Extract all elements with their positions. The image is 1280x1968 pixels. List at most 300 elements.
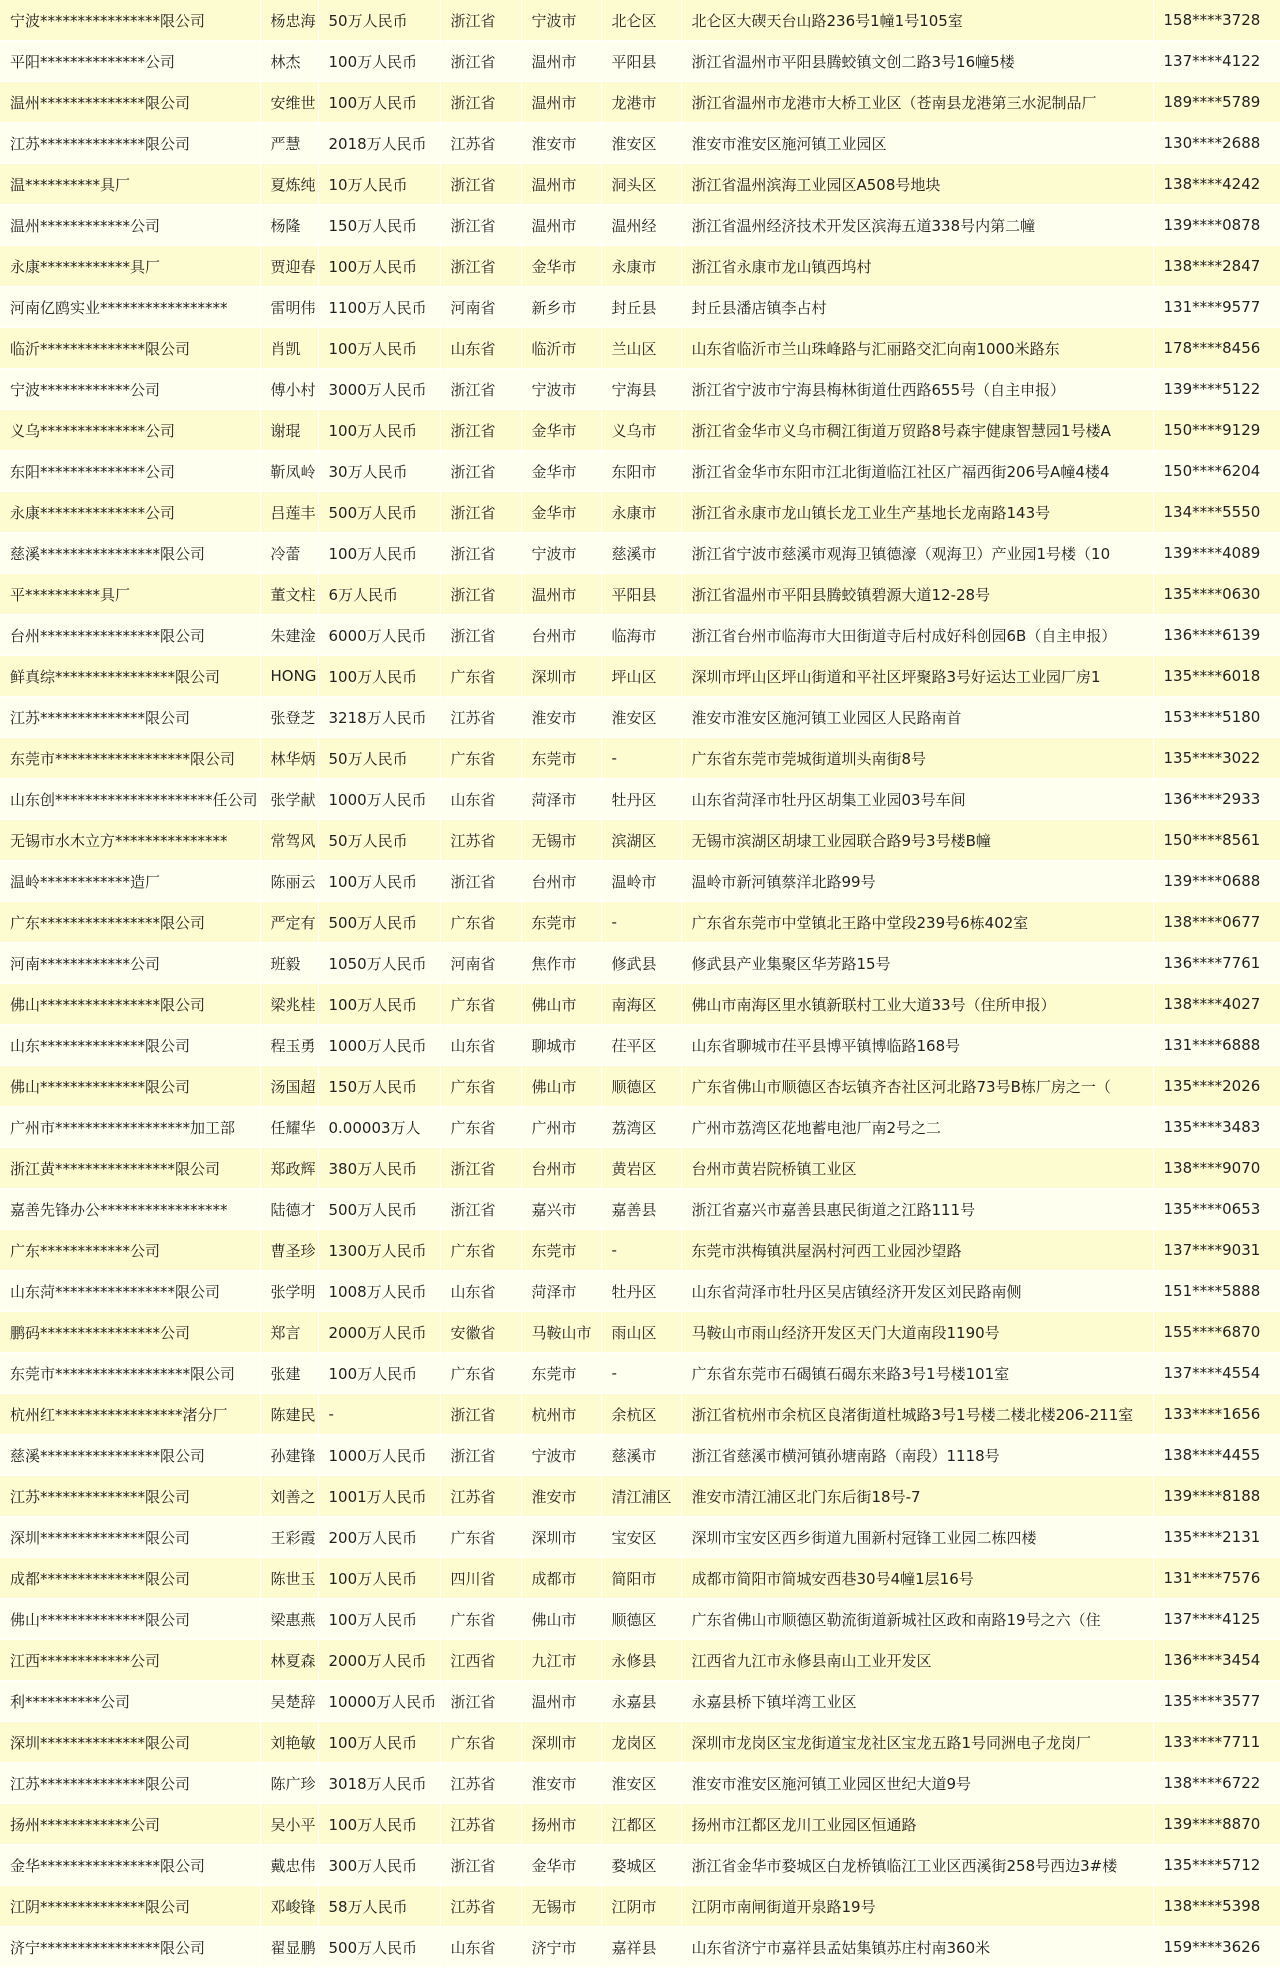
district-cell: 临海市: [601, 615, 681, 656]
registered-capital-cell: 100万人民币: [318, 1722, 440, 1763]
registered-capital-cell: 3018万人民币: [318, 1763, 440, 1804]
address-cell: 广东省佛山市顺德区杏坛镇齐杏社区河北路73号B栋厂房之一（: [681, 1066, 1153, 1107]
district-cell: 余杭区: [601, 1394, 681, 1435]
table-row: [0, 533, 1280, 574]
district-cell: -: [601, 902, 681, 943]
table-row: [0, 328, 1280, 369]
district-cell: 永修县: [601, 1640, 681, 1681]
company-name-cell: 台州****************限公司: [0, 615, 260, 656]
company-name-cell: 东莞市******************限公司: [0, 1353, 260, 1394]
phone-cell: 136****2933: [1153, 779, 1280, 820]
table-row: [0, 1804, 1280, 1845]
legal-rep-cell: 冷蕾: [260, 533, 318, 574]
phone-cell: 155****6870: [1153, 1312, 1280, 1353]
legal-rep-cell: 陈广珍: [260, 1763, 318, 1804]
phone-cell: 135****5712: [1153, 1845, 1280, 1886]
legal-rep-cell: 孙建锋: [260, 1435, 318, 1476]
company-name-cell: 河南************公司: [0, 943, 260, 984]
registered-capital-cell: 50万人民币: [318, 820, 440, 861]
phone-cell: 151****5888: [1153, 1271, 1280, 1312]
province-cell: 浙江省: [440, 1394, 521, 1435]
registered-capital-cell: 100万人民币: [318, 861, 440, 902]
legal-rep-cell: 郑言: [260, 1312, 318, 1353]
province-cell: 山东省: [440, 779, 521, 820]
legal-rep-cell: 肖凯: [260, 328, 318, 369]
registered-capital-cell: 100万人民币: [318, 1804, 440, 1845]
province-cell: 浙江省: [440, 451, 521, 492]
phone-cell: 137****4125: [1153, 1599, 1280, 1640]
city-cell: 温州市: [521, 41, 601, 82]
district-cell: 龙岗区: [601, 1722, 681, 1763]
legal-rep-cell: 刘艳敏: [260, 1722, 318, 1763]
company-name-cell: 深圳**************限公司: [0, 1517, 260, 1558]
district-cell: 义乌市: [601, 410, 681, 451]
legal-rep-cell: 夏炼纯: [260, 164, 318, 205]
city-cell: 淮安市: [521, 697, 601, 738]
province-cell: 四川省: [440, 1558, 521, 1599]
district-cell: 永康市: [601, 492, 681, 533]
province-cell: 山东省: [440, 328, 521, 369]
province-cell: 山东省: [440, 1025, 521, 1066]
district-cell: 嘉善县: [601, 1189, 681, 1230]
city-cell: 台州市: [521, 1148, 601, 1189]
address-cell: 广东省东莞市莞城街道圳头南街8号: [681, 738, 1153, 779]
province-cell: 广东省: [440, 1230, 521, 1271]
registered-capital-cell: 1008万人民币: [318, 1271, 440, 1312]
phone-cell: 138****4242: [1153, 164, 1280, 205]
province-cell: 浙江省: [440, 410, 521, 451]
city-cell: 深圳市: [521, 1722, 601, 1763]
city-cell: 金华市: [521, 246, 601, 287]
district-cell: 平阳县: [601, 574, 681, 615]
table-row: [0, 1271, 1280, 1312]
table-row: [0, 0, 1280, 41]
city-cell: 温州市: [521, 164, 601, 205]
province-cell: 浙江省: [440, 246, 521, 287]
city-cell: 宁波市: [521, 0, 601, 41]
phone-cell: 131****9577: [1153, 287, 1280, 328]
legal-rep-cell: 张登芝: [260, 697, 318, 738]
registered-capital-cell: 6000万人民币: [318, 615, 440, 656]
city-cell: 马鞍山市: [521, 1312, 601, 1353]
legal-rep-cell: 吕莲丰: [260, 492, 318, 533]
district-cell: 雨山区: [601, 1312, 681, 1353]
company-name-cell: 宁波************公司: [0, 369, 260, 410]
address-cell: 封丘县潘店镇李占村: [681, 287, 1153, 328]
city-cell: 温州市: [521, 82, 601, 123]
table-row: [0, 984, 1280, 1025]
city-cell: 深圳市: [521, 656, 601, 697]
city-cell: 焦作市: [521, 943, 601, 984]
legal-rep-cell: 谢琨: [260, 410, 318, 451]
legal-rep-cell: 程玉勇: [260, 1025, 318, 1066]
district-cell: 牡丹区: [601, 1271, 681, 1312]
phone-cell: 137****4122: [1153, 41, 1280, 82]
table-row: [0, 1435, 1280, 1476]
legal-rep-cell: 常驾风: [260, 820, 318, 861]
province-cell: 浙江省: [440, 369, 521, 410]
city-cell: 淮安市: [521, 123, 601, 164]
district-cell: 修武县: [601, 943, 681, 984]
address-cell: 浙江省慈溪市横河镇孙塘南路（南段）1118号: [681, 1435, 1153, 1476]
phone-cell: 136****7761: [1153, 943, 1280, 984]
table-row: [0, 1927, 1280, 1968]
table-row: [0, 697, 1280, 738]
city-cell: 菏泽市: [521, 779, 601, 820]
company-name-cell: 东莞市******************限公司: [0, 738, 260, 779]
table-row: [0, 410, 1280, 451]
legal-rep-cell: 陈世玉: [260, 1558, 318, 1599]
company-name-cell: 深圳**************限公司: [0, 1722, 260, 1763]
city-cell: 新乡市: [521, 287, 601, 328]
province-cell: 河南省: [440, 943, 521, 984]
registered-capital-cell: 1050万人民币: [318, 943, 440, 984]
legal-rep-cell: 严慧: [260, 123, 318, 164]
table-row: [0, 287, 1280, 328]
company-name-cell: 永康**************公司: [0, 492, 260, 533]
address-cell: 修武县产业集聚区华芳路15号: [681, 943, 1153, 984]
phone-cell: 139****0688: [1153, 861, 1280, 902]
city-cell: 金华市: [521, 492, 601, 533]
address-cell: 山东省临沂市兰山珠峰路与汇丽路交汇向南1000米路东: [681, 328, 1153, 369]
province-cell: 浙江省: [440, 1189, 521, 1230]
phone-cell: 135****3483: [1153, 1107, 1280, 1148]
registered-capital-cell: 200万人民币: [318, 1517, 440, 1558]
city-cell: 淮安市: [521, 1763, 601, 1804]
city-cell: 佛山市: [521, 984, 601, 1025]
city-cell: 菏泽市: [521, 1271, 601, 1312]
registered-capital-cell: 500万人民币: [318, 902, 440, 943]
address-cell: 马鞍山市雨山经济开发区天门大道南段1190号: [681, 1312, 1153, 1353]
legal-rep-cell: 张建: [260, 1353, 318, 1394]
company-name-cell: 扬州************公司: [0, 1804, 260, 1845]
district-cell: 婺城区: [601, 1845, 681, 1886]
phone-cell: 135****3022: [1153, 738, 1280, 779]
address-cell: 浙江省温州滨海工业园区A508号地块: [681, 164, 1153, 205]
address-cell: 东莞市洪梅镇洪屋涡村河西工业园沙望路: [681, 1230, 1153, 1271]
registered-capital-cell: 3000万人民币: [318, 369, 440, 410]
table-row: [0, 1681, 1280, 1722]
registered-capital-cell: 10万人民币: [318, 164, 440, 205]
city-cell: 杭州市: [521, 1394, 601, 1435]
address-cell: 深圳市龙岗区宝龙街道宝龙社区宝龙五路1号同洲电子龙岗厂: [681, 1722, 1153, 1763]
legal-rep-cell: 严定有: [260, 902, 318, 943]
phone-cell: 189****5789: [1153, 82, 1280, 123]
address-cell: 浙江省温州经济技术开发区滨海五道338号内第二幢: [681, 205, 1153, 246]
province-cell: 广东省: [440, 984, 521, 1025]
district-cell: 洞头区: [601, 164, 681, 205]
address-cell: 北仑区大碶天台山路236号1幢1号105室: [681, 0, 1153, 41]
table-row: [0, 1312, 1280, 1353]
table-row: [0, 820, 1280, 861]
address-cell: 江阴市南闸街道开泉路19号: [681, 1886, 1153, 1927]
district-cell: 顺德区: [601, 1599, 681, 1640]
district-cell: 坪山区: [601, 656, 681, 697]
company-name-cell: 义乌**************公司: [0, 410, 260, 451]
district-cell: 顺德区: [601, 1066, 681, 1107]
address-cell: 深圳市宝安区西乡街道九围新村冠锋工业园二栋四楼: [681, 1517, 1153, 1558]
table-row: [0, 615, 1280, 656]
province-cell: 江苏省: [440, 1476, 521, 1517]
province-cell: 浙江省: [440, 0, 521, 41]
address-cell: 广东省东莞市石碣镇石碣东来路3号1号楼101室: [681, 1353, 1153, 1394]
district-cell: 江都区: [601, 1804, 681, 1845]
legal-rep-cell: 吴楚辞: [260, 1681, 318, 1722]
district-cell: 温岭市: [601, 861, 681, 902]
legal-rep-cell: 班毅: [260, 943, 318, 984]
phone-cell: 135****2131: [1153, 1517, 1280, 1558]
address-cell: 浙江省杭州市余杭区良渚街道杜城路3号1号楼二楼北楼206-211室: [681, 1394, 1153, 1435]
company-name-cell: 广东****************限公司: [0, 902, 260, 943]
company-name-cell: 广东************公司: [0, 1230, 260, 1271]
company-name-cell: 温州************公司: [0, 205, 260, 246]
company-name-cell: 无锡市水木立方***************: [0, 820, 260, 861]
phone-cell: 135****0630: [1153, 574, 1280, 615]
table-row: [0, 1599, 1280, 1640]
province-cell: 浙江省: [440, 1681, 521, 1722]
province-cell: 浙江省: [440, 574, 521, 615]
company-name-cell: 河南亿鸥实业*****************: [0, 287, 260, 328]
table-row: [0, 943, 1280, 984]
phone-cell: 139****4089: [1153, 533, 1280, 574]
table-row: [0, 861, 1280, 902]
city-cell: 东莞市: [521, 902, 601, 943]
registered-capital-cell: 380万人民币: [318, 1148, 440, 1189]
phone-cell: 138****0677: [1153, 902, 1280, 943]
legal-rep-cell: 陈建民: [260, 1394, 318, 1435]
province-cell: 浙江省: [440, 41, 521, 82]
company-name-cell: 江西************公司: [0, 1640, 260, 1681]
phone-cell: 135****2026: [1153, 1066, 1280, 1107]
district-cell: 慈溪市: [601, 1435, 681, 1476]
district-cell: 永嘉县: [601, 1681, 681, 1722]
address-cell: 浙江省金华市婺城区白龙桥镇临江工业区西溪街258号西边3#楼: [681, 1845, 1153, 1886]
table-row: [0, 1025, 1280, 1066]
legal-rep-cell: 刘善之: [260, 1476, 318, 1517]
registered-capital-cell: 100万人民币: [318, 1353, 440, 1394]
company-name-cell: 平阳**************公司: [0, 41, 260, 82]
registered-capital-cell: 100万人民币: [318, 984, 440, 1025]
address-cell: 江西省九江市永修县南山工业开发区: [681, 1640, 1153, 1681]
district-cell: 淮安区: [601, 123, 681, 164]
registered-capital-cell: 0.00003万人: [318, 1107, 440, 1148]
province-cell: 江苏省: [440, 1886, 521, 1927]
registered-capital-cell: -: [318, 1394, 440, 1435]
table-row: [0, 451, 1280, 492]
district-cell: 封丘县: [601, 287, 681, 328]
table-row: [0, 1845, 1280, 1886]
province-cell: 江苏省: [440, 1763, 521, 1804]
phone-cell: 138****6722: [1153, 1763, 1280, 1804]
legal-rep-cell: 吴小平: [260, 1804, 318, 1845]
registered-capital-cell: 1000万人民币: [318, 779, 440, 820]
province-cell: 河南省: [440, 287, 521, 328]
company-name-cell: 佛山**************限公司: [0, 1599, 260, 1640]
phone-cell: 137****4554: [1153, 1353, 1280, 1394]
table-row: [0, 1394, 1280, 1435]
district-cell: 嘉祥县: [601, 1927, 681, 1968]
district-cell: 永康市: [601, 246, 681, 287]
address-cell: 浙江省宁波市宁海县梅林街道仕西路655号（自主申报）: [681, 369, 1153, 410]
legal-rep-cell: 梁惠燕: [260, 1599, 318, 1640]
company-name-cell: 山东创*********************任公司: [0, 779, 260, 820]
phone-cell: 150****6204: [1153, 451, 1280, 492]
company-name-cell: 慈溪****************限公司: [0, 1435, 260, 1476]
phone-cell: 133****7711: [1153, 1722, 1280, 1763]
district-cell: 滨湖区: [601, 820, 681, 861]
phone-cell: 139****8188: [1153, 1476, 1280, 1517]
province-cell: 浙江省: [440, 82, 521, 123]
city-cell: 台州市: [521, 861, 601, 902]
phone-cell: 133****1656: [1153, 1394, 1280, 1435]
province-cell: 浙江省: [440, 492, 521, 533]
address-cell: 扬州市江都区龙川工业园区恒通路: [681, 1804, 1153, 1845]
province-cell: 山东省: [440, 1271, 521, 1312]
address-cell: 温岭市新河镇蔡洋北路99号: [681, 861, 1153, 902]
table-row: [0, 656, 1280, 697]
city-cell: 台州市: [521, 615, 601, 656]
city-cell: 扬州市: [521, 1804, 601, 1845]
table-row: [0, 1353, 1280, 1394]
city-cell: 东莞市: [521, 1353, 601, 1394]
province-cell: 浙江省: [440, 615, 521, 656]
city-cell: 临沂市: [521, 328, 601, 369]
address-cell: 淮安市淮安区施河镇工业园区世纪大道9号: [681, 1763, 1153, 1804]
city-cell: 金华市: [521, 1845, 601, 1886]
company-name-cell: 温岭************造厂: [0, 861, 260, 902]
phone-cell: 158****3728: [1153, 0, 1280, 41]
district-cell: -: [601, 1230, 681, 1271]
registered-capital-cell: 1300万人民币: [318, 1230, 440, 1271]
company-name-cell: 广州市******************加工部: [0, 1107, 260, 1148]
city-cell: 无锡市: [521, 1886, 601, 1927]
phone-cell: 138****4455: [1153, 1435, 1280, 1476]
legal-rep-cell: 戴忠伟: [260, 1845, 318, 1886]
address-cell: 淮安市清江浦区北门东后街18号-7: [681, 1476, 1153, 1517]
district-cell: 黄岩区: [601, 1148, 681, 1189]
district-cell: 北仑区: [601, 0, 681, 41]
company-name-cell: 温州**************限公司: [0, 82, 260, 123]
city-cell: 佛山市: [521, 1066, 601, 1107]
address-cell: 山东省济宁市嘉祥县孟姑集镇苏庄村南360米: [681, 1927, 1153, 1968]
company-name-cell: 江苏**************限公司: [0, 1476, 260, 1517]
district-cell: 兰山区: [601, 328, 681, 369]
address-cell: 佛山市南海区里水镇新联村工业大道33号（住所申报）: [681, 984, 1153, 1025]
address-cell: 浙江省温州市平阳县腾蛟镇碧源大道12-28号: [681, 574, 1153, 615]
legal-rep-cell: 汤国超: [260, 1066, 318, 1107]
district-cell: 平阳县: [601, 41, 681, 82]
table-row: [0, 1476, 1280, 1517]
legal-rep-cell: 杨隆: [260, 205, 318, 246]
table-row: [0, 1189, 1280, 1230]
address-cell: 山东省菏泽市牡丹区胡集工业园03号车间: [681, 779, 1153, 820]
company-name-cell: 江苏**************限公司: [0, 1763, 260, 1804]
table-row: [0, 1558, 1280, 1599]
address-cell: 广东省佛山市顺德区勒流街道新城社区政和南路19号之六（住: [681, 1599, 1153, 1640]
city-cell: 金华市: [521, 451, 601, 492]
district-cell: 淮安区: [601, 697, 681, 738]
address-cell: 山东省聊城市茌平县博平镇博临路168号: [681, 1025, 1153, 1066]
registered-capital-cell: 3218万人民币: [318, 697, 440, 738]
district-cell: -: [601, 1353, 681, 1394]
legal-rep-cell: 安维世: [260, 82, 318, 123]
city-cell: 济宁市: [521, 1927, 601, 1968]
table-row: [0, 1763, 1280, 1804]
registered-capital-cell: 100万人民币: [318, 410, 440, 451]
phone-cell: 135****3577: [1153, 1681, 1280, 1722]
table-row: [0, 1517, 1280, 1558]
city-cell: 广州市: [521, 1107, 601, 1148]
registered-capital-cell: 50万人民币: [318, 0, 440, 41]
company-name-cell: 江苏**************限公司: [0, 123, 260, 164]
registered-capital-cell: 1000万人民币: [318, 1025, 440, 1066]
province-cell: 广东省: [440, 902, 521, 943]
city-cell: 无锡市: [521, 820, 601, 861]
province-cell: 广东省: [440, 738, 521, 779]
address-cell: 浙江省嘉兴市嘉善县惠民街道之江路111号: [681, 1189, 1153, 1230]
address-cell: 成都市简阳市简城安西巷30号4幢1层16号: [681, 1558, 1153, 1599]
legal-rep-cell: 董文柱: [260, 574, 318, 615]
province-cell: 广东省: [440, 1722, 521, 1763]
district-cell: 慈溪市: [601, 533, 681, 574]
phone-cell: 139****8870: [1153, 1804, 1280, 1845]
address-cell: 台州市黄岩院桥镇工业区: [681, 1148, 1153, 1189]
address-cell: 浙江省金华市义乌市稠江街道万贸路8号森宇健康智慧园1号楼A: [681, 410, 1153, 451]
province-cell: 江西省: [440, 1640, 521, 1681]
province-cell: 浙江省: [440, 1435, 521, 1476]
registered-capital-cell: 100万人民币: [318, 82, 440, 123]
legal-rep-cell: 杨忠海: [260, 0, 318, 41]
phone-cell: 138****9070: [1153, 1148, 1280, 1189]
table-row: [0, 738, 1280, 779]
table-row: [0, 205, 1280, 246]
district-cell: 牡丹区: [601, 779, 681, 820]
city-cell: 九江市: [521, 1640, 601, 1681]
phone-cell: 138****4027: [1153, 984, 1280, 1025]
company-name-cell: 鲜真综****************限公司: [0, 656, 260, 697]
phone-cell: 159****3626: [1153, 1927, 1280, 1968]
district-cell: 龙港市: [601, 82, 681, 123]
registered-capital-cell: 2000万人民币: [318, 1640, 440, 1681]
province-cell: 安徽省: [440, 1312, 521, 1353]
phone-cell: 131****6888: [1153, 1025, 1280, 1066]
table-row: [0, 902, 1280, 943]
company-name-cell: 成都**************限公司: [0, 1558, 260, 1599]
legal-rep-cell: 贾迎春: [260, 246, 318, 287]
city-cell: 成都市: [521, 1558, 601, 1599]
registered-capital-cell: 100万人民币: [318, 246, 440, 287]
legal-rep-cell: 张学献: [260, 779, 318, 820]
registered-capital-cell: 1000万人民币: [318, 1435, 440, 1476]
legal-rep-cell: 郑政辉: [260, 1148, 318, 1189]
address-cell: 广东省东莞市中堂镇北王路中堂段239号6栋402室: [681, 902, 1153, 943]
district-cell: 清江浦区: [601, 1476, 681, 1517]
province-cell: 广东省: [440, 1353, 521, 1394]
company-name-cell: 临沂**************限公司: [0, 328, 260, 369]
registered-capital-cell: 100万人民币: [318, 1599, 440, 1640]
city-cell: 温州市: [521, 205, 601, 246]
legal-rep-cell: 翟显鹏: [260, 1927, 318, 1968]
legal-rep-cell: 陆德才: [260, 1189, 318, 1230]
registered-capital-cell: 500万人民币: [318, 1189, 440, 1230]
province-cell: 浙江省: [440, 533, 521, 574]
registered-capital-cell: 1100万人民币: [318, 287, 440, 328]
company-name-cell: 温**********具厂: [0, 164, 260, 205]
phone-cell: 139****5122: [1153, 369, 1280, 410]
registered-capital-cell: 100万人民币: [318, 41, 440, 82]
district-cell: 荔湾区: [601, 1107, 681, 1148]
province-cell: 山东省: [440, 1927, 521, 1968]
